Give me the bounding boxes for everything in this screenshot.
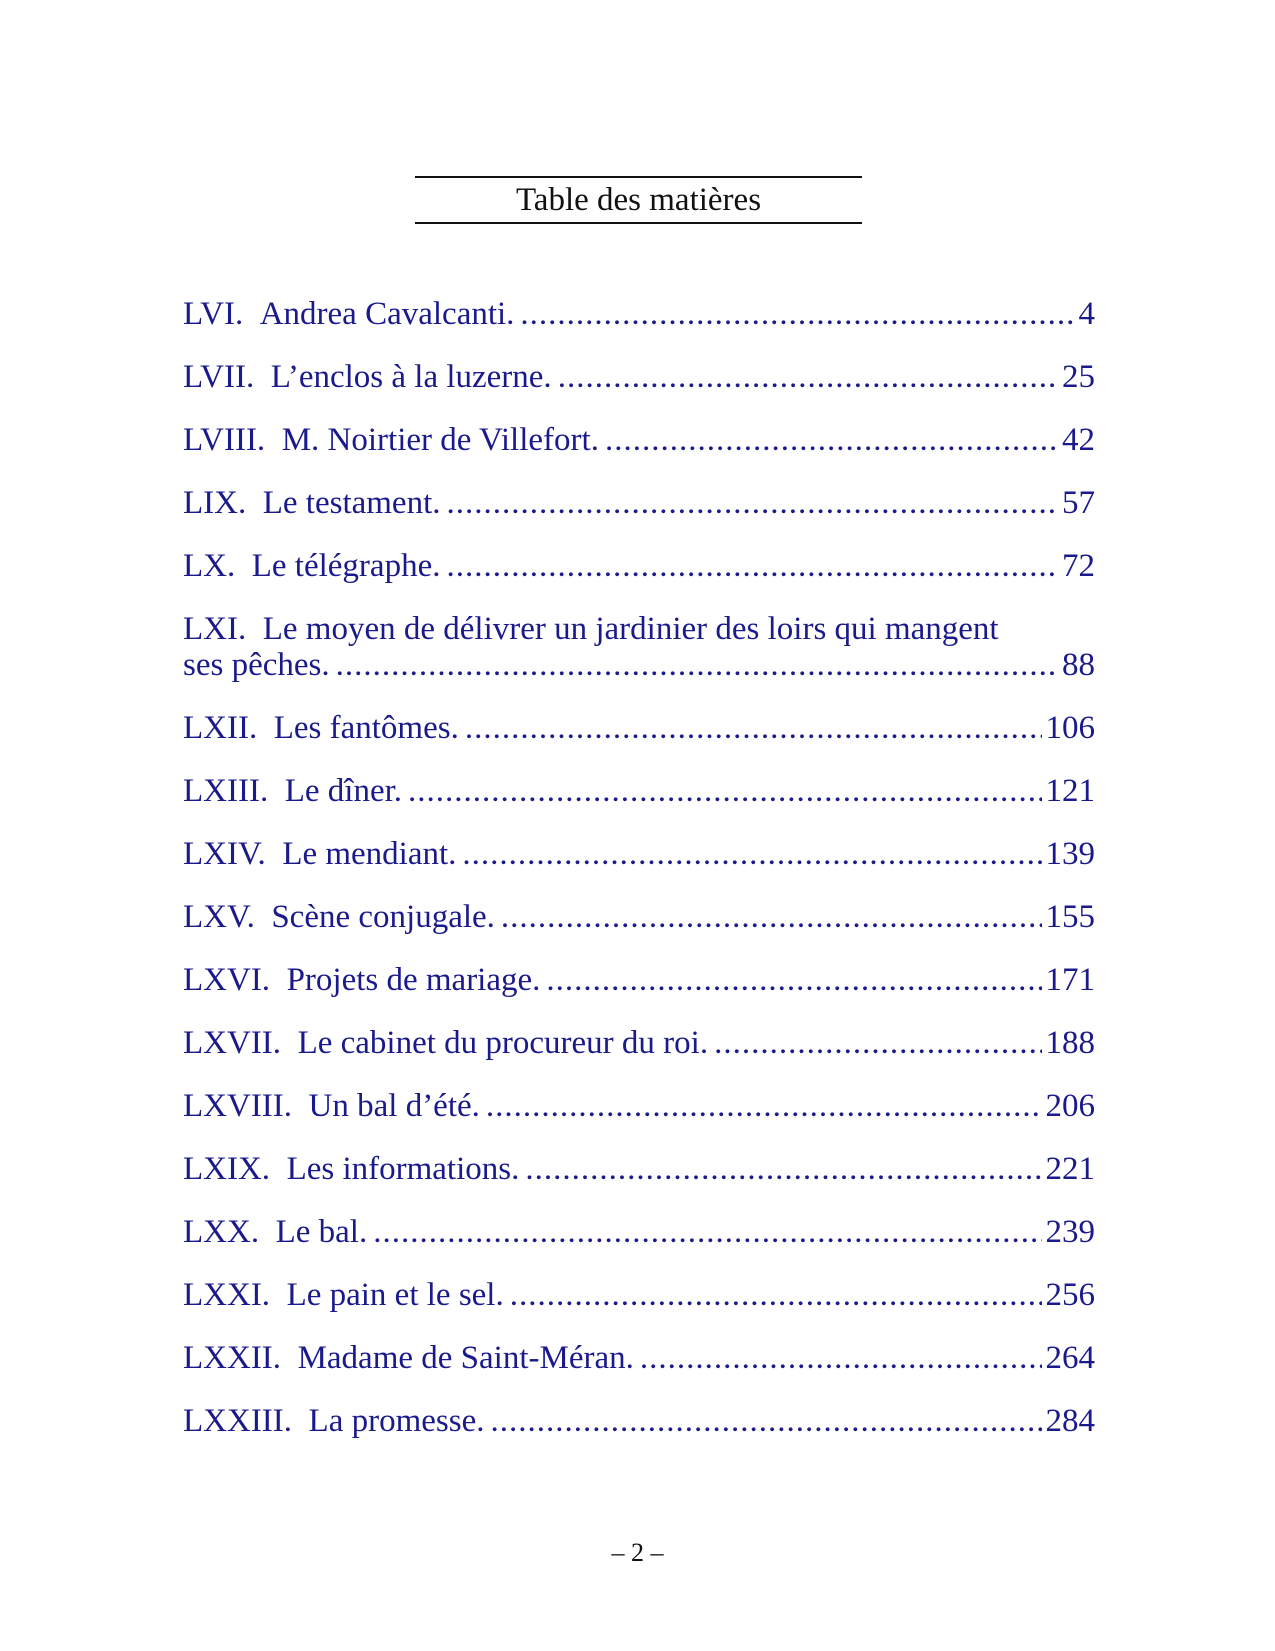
toc-entry[interactable] (183, 485, 1095, 521)
toc-entry-numeral: LVIII. (183, 422, 266, 458)
toc-entry[interactable] (183, 1403, 1095, 1439)
dot-leader (714, 1025, 1041, 1061)
toc-entry-page: 106 (1045, 710, 1095, 746)
toc-entry-page: 206 (1045, 1088, 1095, 1124)
toc-entry-numeral: LXIV. (183, 836, 266, 872)
toc-entry-numeral: LXXIII. (183, 1403, 293, 1439)
dot-leader (408, 773, 1041, 809)
page-number: – 2 – (611, 1538, 664, 1567)
toc-entry[interactable] (183, 710, 1095, 746)
dot-leader (491, 1403, 1042, 1439)
toc-entry-numeral: LVI. (183, 296, 244, 332)
dot-leader (336, 647, 1058, 683)
toc-entry-page: 121 (1045, 773, 1095, 809)
toc-entry-numeral: LXVI. (183, 962, 271, 998)
toc-entry-page: 42 (1062, 422, 1095, 458)
toc-entry[interactable] (183, 422, 1095, 458)
toc-entry-title: Andrea Cavalcanti. (259, 296, 515, 332)
toc-entry-numeral: LXX. (183, 1214, 260, 1250)
toc-entry-page: 264 (1045, 1340, 1095, 1376)
dot-leader (465, 710, 1042, 746)
toc-entry[interactable] (183, 1277, 1095, 1313)
toc-title (415, 176, 862, 224)
toc-entry-numeral: LXV. (183, 899, 255, 935)
toc-title-text: Table des matières (515, 182, 762, 218)
dot-leader (462, 836, 1041, 872)
dot-leader (501, 899, 1042, 935)
toc-entry-numeral: LXII. (183, 710, 258, 746)
toc-entry[interactable] (183, 773, 1095, 809)
toc-entry[interactable] (183, 836, 1095, 872)
toc-entry[interactable] (183, 962, 1095, 998)
dot-leader (373, 1214, 1041, 1250)
dot-leader (510, 1277, 1042, 1313)
dot-leader (525, 1151, 1041, 1187)
toc-entry-title: Les informations. (286, 1151, 520, 1187)
toc-entry-page: 171 (1045, 962, 1095, 998)
dot-leader (446, 548, 1058, 584)
toc-entry-numeral: LXXII. (183, 1340, 282, 1376)
toc-entry[interactable] (183, 1151, 1095, 1187)
toc-entry-numeral: LXVII. (183, 1025, 282, 1061)
toc-entry-numeral: LXVIII. (183, 1088, 293, 1124)
toc-entry-numeral: LXXI. (183, 1277, 271, 1313)
toc-entry-title-continued: ses pêches. (183, 647, 330, 683)
toc-entry[interactable] (183, 611, 1095, 683)
dot-leader (558, 359, 1058, 395)
toc-entry-page: 4 (1078, 296, 1095, 332)
dot-leader (605, 422, 1058, 458)
toc-entry[interactable] (183, 359, 1095, 395)
toc-entry[interactable] (183, 1088, 1095, 1124)
toc-entry-title: Le bal. (275, 1214, 368, 1250)
toc-entry-title: Le cabinet du procureur du roi. (297, 1025, 709, 1061)
toc-entry-title: M. Noirtier de Villefort. (281, 422, 599, 458)
toc-entry-page: 256 (1045, 1277, 1095, 1313)
toc-entry-page: 57 (1062, 485, 1095, 521)
toc-entry-numeral: LXIII. (183, 773, 269, 809)
toc-entry-title: Projets de mariage. (286, 962, 541, 998)
toc-entry-title: Le dîner. (284, 773, 403, 809)
toc-entry[interactable] (183, 1214, 1095, 1250)
toc-entry[interactable] (183, 1340, 1095, 1376)
toc-entry-numeral: LXIX. (183, 1151, 271, 1187)
toc-entry-title: Le testament. (262, 485, 441, 521)
toc-entry-title: Les fantômes. (273, 710, 459, 746)
toc-entry-page: 284 (1045, 1403, 1095, 1439)
toc-entry-title: Madame de Saint-Méran. (297, 1340, 634, 1376)
toc-entry-page: 88 (1062, 647, 1095, 683)
toc-entry[interactable] (183, 1025, 1095, 1061)
dot-leader (486, 1088, 1042, 1124)
toc-entry[interactable] (183, 548, 1095, 584)
toc-entry-title: Le moyen de délivrer un jardinier des loirs qui mangent (262, 611, 999, 647)
toc-entry-page: 221 (1045, 1151, 1095, 1187)
toc-entry-page: 155 (1045, 899, 1095, 935)
toc-entry-numeral: LVII. (183, 359, 255, 395)
dot-leader (447, 485, 1059, 521)
toc-entry-page: 139 (1045, 836, 1095, 872)
toc-entry-title: Scène conjugale. (271, 899, 495, 935)
table-of-contents (183, 296, 1095, 1466)
toc-entry-numeral: LIX. (183, 485, 247, 521)
toc-entry-page: 72 (1062, 548, 1095, 584)
toc-entry-title: Le télégraphe. (251, 548, 441, 584)
toc-entry[interactable] (183, 899, 1095, 935)
toc-entry-title: L’enclos à la luzerne. (270, 359, 552, 395)
toc-entry-numeral: LXI. (183, 611, 247, 647)
toc-entry-numeral: LX. (183, 548, 236, 584)
toc-entry[interactable] (183, 296, 1095, 332)
toc-entry-page: 239 (1045, 1214, 1095, 1250)
dot-leader (546, 962, 1041, 998)
toc-entry-title: Le mendiant. (282, 836, 457, 872)
toc-entry-title: Un bal d’été. (308, 1088, 480, 1124)
toc-entry-page: 188 (1045, 1025, 1095, 1061)
toc-entry-page: 25 (1062, 359, 1095, 395)
dot-leader (520, 296, 1074, 332)
toc-entry-title: Le pain et le sel. (286, 1277, 504, 1313)
dot-leader (640, 1340, 1042, 1376)
toc-entry-title: La promesse. (308, 1403, 485, 1439)
